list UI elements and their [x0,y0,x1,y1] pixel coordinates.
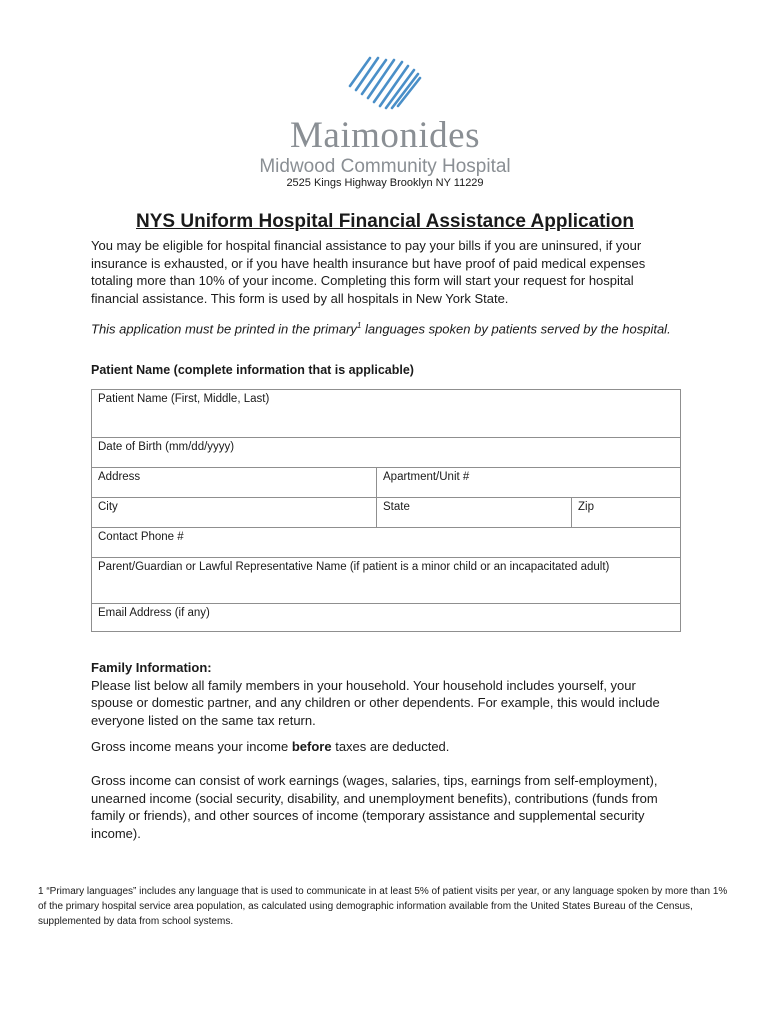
address-field[interactable] [92,468,377,498]
language-note [91,317,681,338]
apartment-field[interactable] [377,468,681,498]
hospital-address: 2525 Kings Highway Brooklyn NY 11229 [286,177,484,189]
gross-line1-before: Gross income means your income [91,739,292,754]
gross-line1-bold: before [291,739,332,754]
logo-brand-name: Maimonides [290,115,480,156]
footnote-marker: 1 [356,321,362,330]
contact-phone-field[interactable] [92,528,681,558]
gross-line1-after: taxes are deducted. [331,739,450,754]
city-field[interactable] [92,498,377,528]
dob-field[interactable] [92,438,681,468]
language-note-before: This application must be printed in the primary [91,321,357,337]
dob-label: Date of Birth (mm/dd/yyyy) [98,441,235,453]
state-field[interactable] [377,498,572,528]
logo-hospital-name: Midwood Community Hospital [259,156,511,177]
email-field[interactable] [92,604,681,632]
gross-income-definition [91,738,681,756]
footnote: 1 “Primary languages” includes any language that is used to communicate in at least 5% of patient visits per year, or any language spoken by more than 1% of the primary hospital service area population, as calculated using demographic information available from the United States Bureau of the Census, supplemented by data from school systems. [38,886,728,927]
address-label: Address [98,471,141,483]
patient-name-label: Patient Name (First, Middle, Last) [98,393,270,405]
language-note-after: languages spoken by patients served by the hospital. [361,321,671,337]
page-title: NYS Uniform Hospital Financial Assistance Application [136,211,634,232]
contact-phone-label: Contact Phone # [98,531,184,543]
intro-paragraph: You may be eligible for hospital financial assistance to pay your bills if you are uninsured, if your insurance is exhausted, or if you have health insurance but have proof of paid medical expenses totaling more than 10% of your income. Completing this form will start your request for hospital financial assistance. This form is used by all hospitals in New York State. [91,238,646,306]
state-label: State [383,501,410,513]
zip-field[interactable] [572,498,681,528]
gross-income-sources: Gross income can consist of work earnings (wages, salaries, tips, earnings from self-employment), unearned income (social security, disability, and unemployment benefits), contributions (funds from family or friends), and other sources of income (temporary assistance and supplemental security income). [91,773,658,841]
patient-info-table [91,389,681,632]
family-information [91,659,681,729]
family-heading: Family Information: [91,660,212,675]
patient-section-heading: Patient Name (complete information that is applicable) [91,363,414,377]
email-label: Email Address (if any) [98,607,210,619]
patient-name-field[interactable] [92,390,681,438]
city-label: City [98,501,118,513]
guardian-name-field[interactable] [92,558,681,604]
family-text: Please list below all family members in your household. Your household includes yourself, your spouse or domestic partner, and any children or other dependents. For example, this would include everyone listed on the same tax return. [91,677,660,728]
logo-mark-icon [340,46,430,112]
apartment-label: Apartment/Unit # [383,471,470,483]
hospital-logo [0,46,770,178]
zip-label: Zip [578,501,594,513]
guardian-name-label: Parent/Guardian or Lawful Representative Name (if patient is a minor child or an incapacitated adult) [98,561,610,573]
